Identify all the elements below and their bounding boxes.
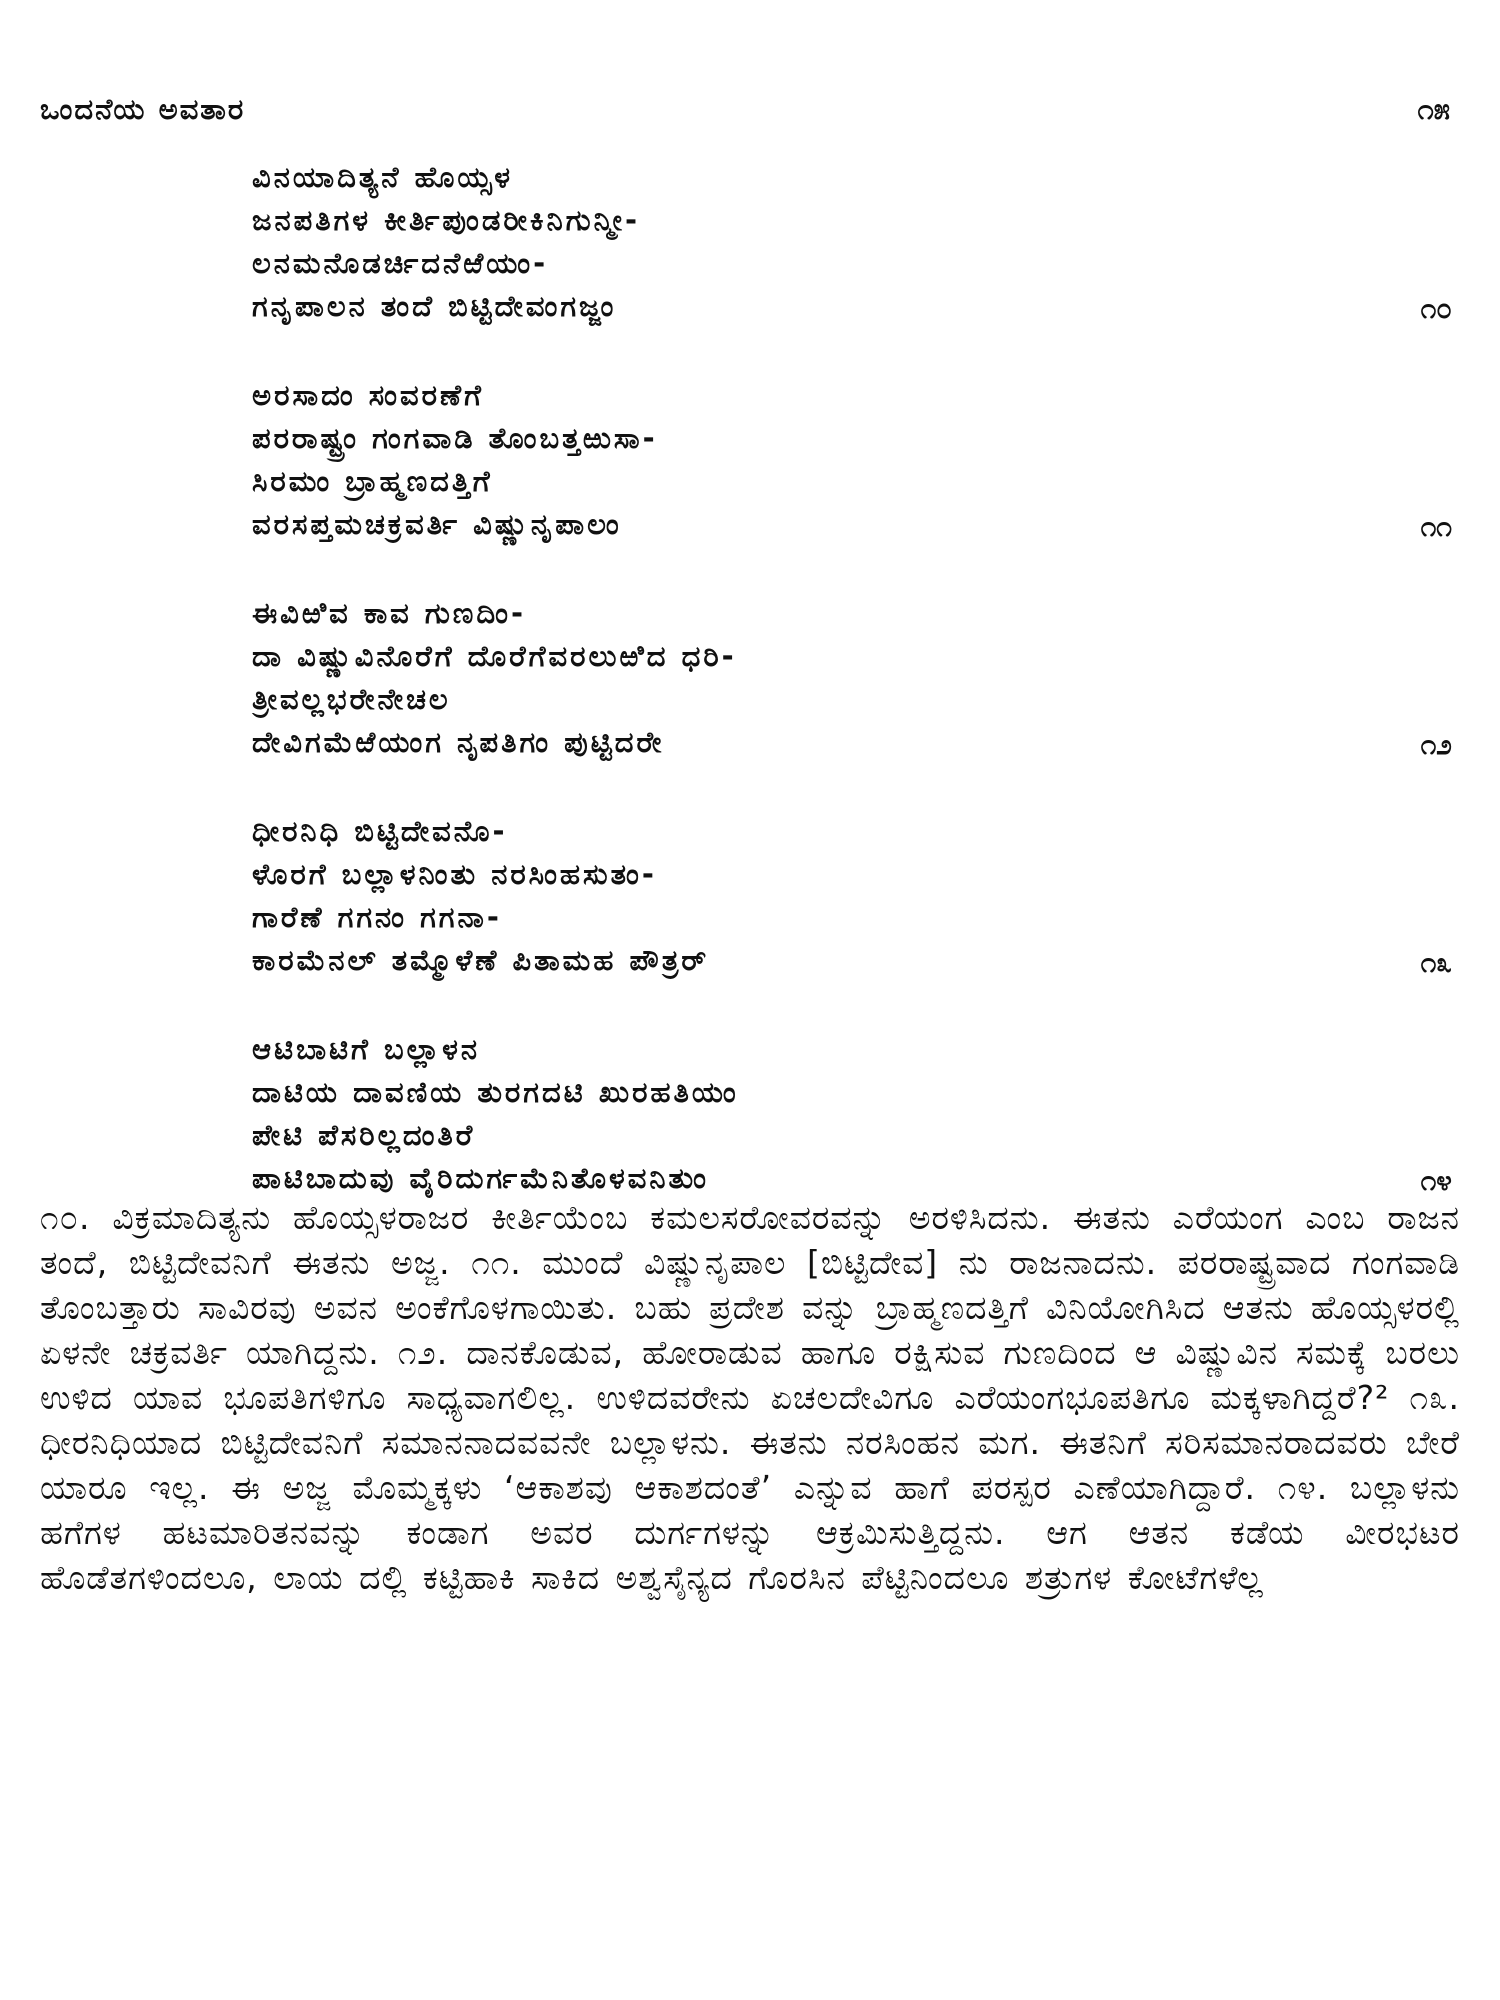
stanza-number: ೧೩ [1420,946,1452,979]
verse-line: ಳೊರಗೆ ಬಲ್ಲಾಳನಿಂತು ನರಸಿಂಹಸುತಂ- [252,857,657,891]
verse-line: ಗಾರೆಣೆ ಗಗನಂ ಗಗನಾ- [252,900,502,934]
prose-translation: ೧೦. ವಿಕ್ರಮಾದಿತ್ಯನು ಹೊಯ್ಸಳರಾಜರ ಕೀರ್ತಿಯೆಂಬ ಕಮಲಸರೋವರವನ್ನು ಅರಳಿಸಿದನು. ಈತನು ಎರೆಯಂಗ ಎಂಬ ರಾಜನ ತಂದೆ, ಬಿಟ್ಟಿದೇವನಿಗೆ ಈತನು ಅಜ್ಜ. ೧೧. ಮುಂದೆ ವಿಷ್ಣುನೃಪಾಲ [ಬಿಟ್ಟಿದೇವ] ನು ರಾಜನಾದನು. ಪರರಾಷ್ಟ್ರವಾದ ಗಂಗವಾಡಿ ತೊಂಬತ್ತಾರು ಸಾವಿರವು ಅವನ ಅಂಕೆಗೊಳಗಾಯಿತು. ಬಹು ಪ್ರದೇಶ ವನ್ನು ಬ್ರಾಹ್ಮಣದತ್ತಿಗೆ ವಿನಿಯೋಗಿಸಿದ ಆತನು ಹೊಯ್ಸಳರಲ್ಲಿ ಏಳನೇ ಚಕ್ರವರ್ತಿ ಯಾಗಿದ್ದನು. ೧೨. ದಾನಕೊಡುವ, ಹೋರಾಡುವ ಹಾಗೂ ರಕ್ಷಿಸುವ ಗುಣದಿಂದ ಆ ವಿಷ್ಣುವಿನ ಸಮಕ್ಕೆ ಬರಲು ಉಳಿದ ಯಾವ ಭೂಪತಿಗಳಿಗೂ ಸಾಧ್ಯವಾಗಲಿಲ್ಲ. ಉಳಿದವರೇನು ಏಚಲದೇವಿಗೂ ಎರೆಯಂಗಭೂಪತಿಗೂ ಮಕ್ಕಳಾಗಿದ್ದರೆ?² ೧೩. ಧೀರನಿಧಿಯಾದ ಬಿಟ್ಟಿದೇವನಿಗೆ ಸಮಾನನಾದವವನೇ ಬಲ್ಲಾಳನು. ಈತನು ನರಸಿಂಹನ ಮಗ. ಈತನಿಗೆ ಸರಿಸಮಾನರಾದವರು ಬೇರೆ ಯಾರೂ ಇಲ್ಲ. ಈ ಅಜ್ಜ ಮೊಮ್ಮಕ್ಕಳು ‘ಆಕಾಶವು ಆಕಾಶದಂತೆ’ ಎನ್ನುವ ಹಾಗೆ ಪರಸ್ಪರ ಎಣೆಯಾಗಿದ್ದಾರೆ. ೧೪. ಬಲ್ಲಾಳನು ಹಗೆಗಳ ಹಟಮಾರಿತನವನ್ನು ಕಂಡಾಗ ಅವರ ದುರ್ಗಗಳನ್ನು ಆಕ್ರಮಿಸುತ್ತಿದ್ದನು. ಆಗ ಆತನ ಕಡೆಯ ವೀರಭಟರ ಹೊಡೆತಗಳಿಂದಲೂ, ಲಾಯ ದಲ್ಲಿ ಕಟ್ಟಿಹಾಕಿ ಸಾಕಿದ ಅಶ್ವಸೈನ್ಯದ ಗೊರಸಿನ ಪೆಟ್ಟಿನಿಂದಲೂ ಶತ್ರುಗಳ ಕೋಟೆಗಳೆಲ್ಲ [40,1198,1460,1597]
stanza-number: ೧೨ [1420,728,1452,761]
stanza-14 [252,1028,1452,1200]
verse-line: ದಾ ವಿಷ್ಣುವಿನೊರೆಗೆ ದೊರೆಗೆವರಲುಱಿದ ಧರಿ- [252,639,737,673]
stanza-number: ೧೦ [1420,292,1452,325]
verse-line: ತ್ರೀವಲ್ಲಭರೇನೇಚಲ [252,682,451,716]
verse-line: ಆಟಿಬಾಟಿಗೆ ಬಲ್ಲಾಳನ [252,1032,480,1066]
verse-line: ಲನಮನೊಡರ್ಚಿದನೆಱೆಯಂ- [252,246,549,280]
stanza-13 [252,810,1452,982]
verse-line: ಸಿರಮಂ ಬ್ರಾಹ್ಮಣದತ್ತಿಗೆ [252,464,493,498]
stanza-10 [252,156,1452,328]
verse-line: ಪರರಾಷ್ಟ್ರಂ ಗಂಗವಾಡಿ ತೊಂಬತ್ತಱುಸಾ- [252,421,658,455]
verse-block [252,156,1452,1246]
verse-line: ಪೇಟಿ ಪೆಸರಿಲ್ಲದಂತಿರೆ [252,1118,476,1152]
chapter-title: ಒಂದನೆಯ ಅವತಾರ [40,92,246,126]
page-number: ೧೫ [1417,92,1450,126]
verse-line: ಕಾರಮೆನಲ್ ತಮ್ಮೊಳೆಣೆ ಪಿತಾಮಹ ಪೌತ್ರರ್ [252,943,710,977]
verse-line: ಪಾಟಿಬಾದುವು ವೈರಿದುರ್ಗಮೆನಿತೊಳವನಿತುಂ [252,1161,709,1195]
verse-line: ವರಸಪ್ತಮಚಕ್ರವರ್ತಿ ವಿಷ್ಣುನೃಪಾಲಂ [252,507,622,541]
verse-line: ವಿನಯಾದಿತ್ಯನೆ ಹೊಯ್ಸಳ [252,160,513,194]
verse-line: ಜನಪತಿಗಳ ಕೀರ್ತಿಪುಂಡರೀಕಿನಿಗುನ್ಮೀ- [252,203,641,237]
verse-line: ಧೀರನಿಧಿ ಬಿಟ್ಟಿದೇವನೊ- [252,814,508,848]
verse-line: ಈವಿಱಿವ ಕಾವ ಗುಣದಿಂ- [252,596,526,630]
running-header [40,92,1450,136]
verse-line: ದಾಟಿಯ ದಾವಣಿಯ ತುರಗದಟಿ ಖುರಹತಿಯಂ [252,1075,739,1109]
verse-line: ಗನೃಪಾಲನ ತಂದೆ ಬಿಟ್ಟಿದೇವಂಗಜ್ಜಂ [252,289,617,323]
stanza-12 [252,592,1452,764]
stanza-number: ೧೧ [1420,510,1452,543]
stanza-number: ೧೪ [1420,1164,1452,1197]
stanza-11 [252,374,1452,546]
verse-line: ಅರಸಾದಂ ಸಂವರಣೆಗೆ [252,378,484,412]
verse-line: ದೇವಿಗಮೆಱೆಯಂಗ ನೃಪತಿಗಂ ಪುಟ್ಟಿದರೇ [252,725,665,759]
